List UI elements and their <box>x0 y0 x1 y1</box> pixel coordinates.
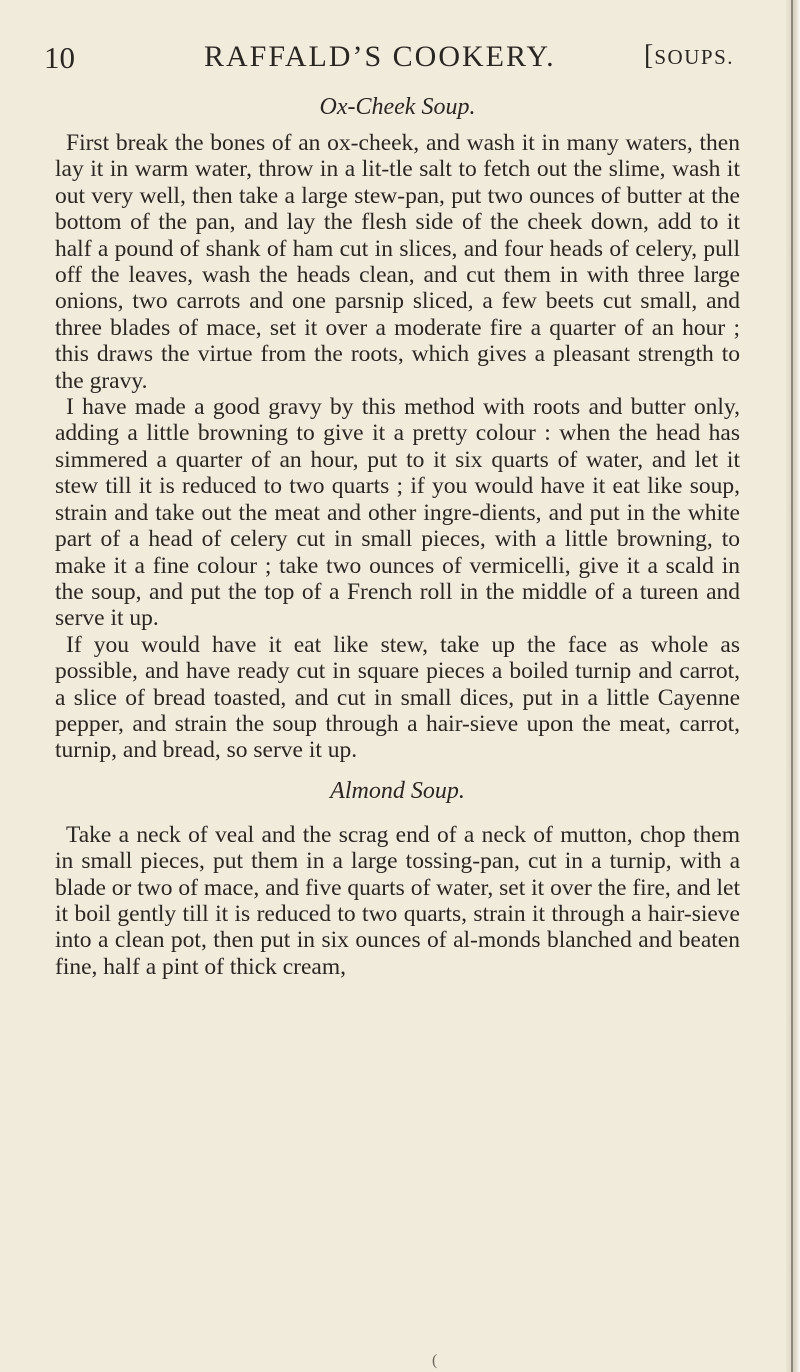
recipe-title-almond-soup: Almond Soup. <box>330 777 465 804</box>
recipe-paragraph: I have made a good gravy by this method with roots and butter only, adding a little browning to give it a pretty colour : when the head has simmered a quarter of an hour, put to it six quarts of water, and let it stew till it is reduced to two quarts ; if you would have it eat like soup, strain and take out the meat and other ingre-dients, and put in the white part of a head of celery cut in small pieces, with a little browning, to make it a fine colour ; take two ounces of vermicelli, give it a scald in the soup, and put the top of a French roll in the middle of a tureen and serve it up. <box>55 394 740 632</box>
section-label-text: SOUPS. <box>654 45 734 69</box>
recipe-paragraph: If you would have it eat like stew, take up the face as whole as possible, and have ready cut in square pieces a boiled turnip and carrot, a slice of bread toasted, and cut in small dices, put in a little Cayenne pepper, and strain the soup through a hair-sieve upon the meat, carrot, turnip, and bread, so serve it up. <box>55 631 740 764</box>
page-edge-shadow <box>786 0 800 1372</box>
footer-mark: ( <box>432 1352 438 1369</box>
recipe-title-ox-cheek-soup: Ox-Cheek Soup. <box>319 94 476 120</box>
section-label <box>644 40 734 72</box>
section-bracket: [ <box>644 40 655 71</box>
recipe-paragraph: Take a neck of veal and the scrag end of a neck of mutton, chop them in small pieces, put them in a large tossing-pan, cut in a turnip, with a blade or two of mace, and five quarts of water, set it over the fire, and let it boil gently till it is reduced to two quarts, strain it through a hair-sieve into a clean pot, then put in six ounces of al-monds blanched and beaten fine, half a pint of thick cream, <box>55 821 740 980</box>
recipe-paragraph: First break the bones of an ox-cheek, and wash it in many waters, then lay it in warm water, throw in a lit-tle salt to fetch out the slime, wash it out very well, then take a large stew-pan, put two ounces of butter at the bottom of the pan, and lay the flesh side of the cheek down, add to it half a pound of shank of ham cut in slices, and four heads of celery, pull off the leaves, wash the heads clean, and cut them in with three large onions, two carrots and one parsnip sliced, a few beets cut small, and three blades of mace, set it over a moderate fire a quarter of an hour ; this draws the virtue from the roots, which gives a pleasant strength to the gravy. <box>55 130 740 394</box>
page-number: 10 <box>44 40 75 75</box>
running-head <box>44 40 734 80</box>
book-title: RAFFALD’S COOKERY. <box>204 40 556 73</box>
page-body <box>55 90 740 980</box>
